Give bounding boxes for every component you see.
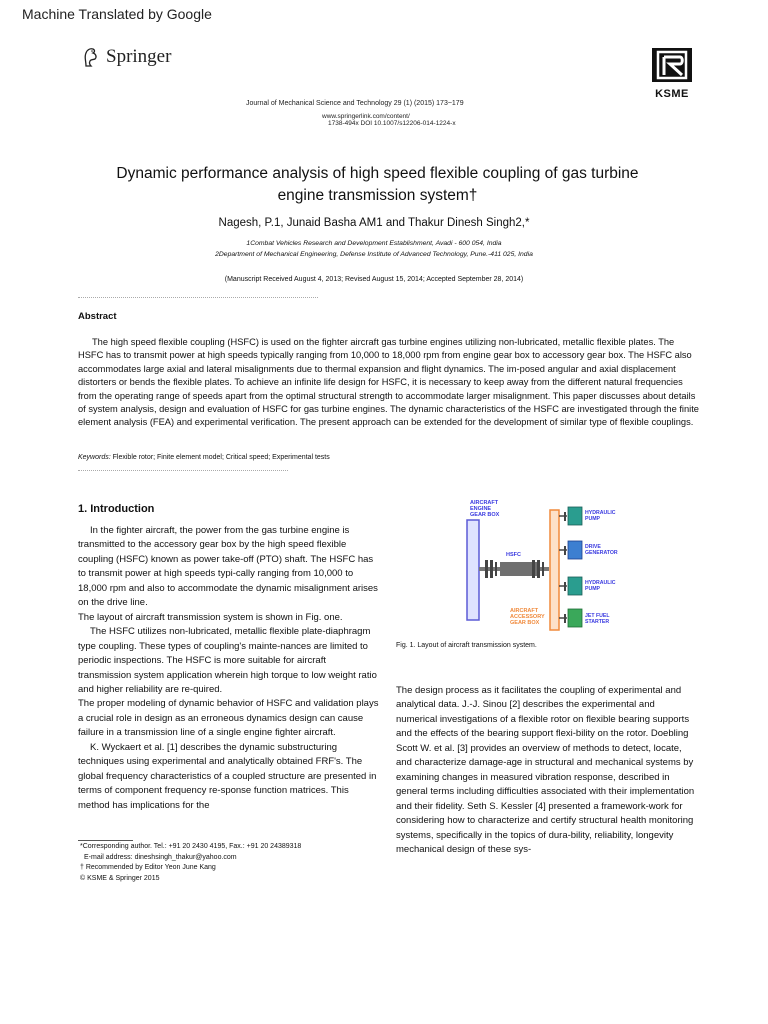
- journal-url: www.springerlink.com/content/: [322, 113, 410, 120]
- keywords-text: Flexible rotor; Finite element model; Critical speed; Experimental tests: [112, 454, 330, 461]
- intro-paragraph-5: K. Wyckaert et al. [1] describes the dynamic substructuring techniques using experimental and analytically obtained FRF's. The global frequency characteristics of a coupled structure are presented in terms of component frequency re-sponse function matrices. This method has implications for the: [78, 741, 377, 811]
- figure-caption: Fig. 1. Layout of aircraft transmission system.: [396, 642, 537, 649]
- ksme-label: KSME: [655, 88, 689, 100]
- component-3-line-2: PUMP: [585, 586, 600, 592]
- ksme-logo: [650, 48, 694, 100]
- divider-top: [78, 297, 318, 298]
- accessory-label-line-2: ACCESSORY: [510, 614, 545, 620]
- springer-logo: [80, 46, 171, 68]
- paper-title: Dynamic performance analysis of high speed flexible coupling of gas turbine engine transmission system†: [116, 165, 639, 204]
- footnote-rule: [78, 840, 133, 841]
- hsfc-label: HSFC: [506, 552, 521, 558]
- accessory-gearbox: [550, 510, 559, 630]
- figure-transmission-layout: [440, 496, 640, 636]
- engine-label-line-2: ENGINE: [470, 506, 492, 512]
- footnote-copyright: © KSME & Springer 2015: [80, 874, 160, 882]
- component-1-line-2: PUMP: [585, 516, 600, 522]
- accessory-label-line-1: AIRCRAFT: [510, 608, 539, 614]
- journal-citation: Journal of Mechanical Science and Technology 29 (1) (2015) 173~179: [246, 100, 464, 107]
- component-4-line-2: STARTER: [585, 619, 610, 625]
- affiliation-2: 2Department of Mechanical Engineering, Defense Institute of Advanced Technology, Pune.-411 025, India: [215, 251, 533, 258]
- manuscript-dates: (Manuscript Received August 4, 2013; Revised August 15, 2014; Accepted September 28, 2014): [224, 276, 524, 283]
- keywords: [78, 454, 330, 461]
- component-hydraulic-pump-2: [559, 577, 616, 595]
- engine-gearbox: [467, 520, 479, 620]
- engine-label-line-3: GEAR BOX: [470, 512, 500, 518]
- engine-gearbox-label: [470, 500, 500, 518]
- abstract-text: The high speed flexible coupling (HSFC) is used on the fighter aircraft gas turbine engines utilizing non-lubricated, metallic flexible plates. The HSFC has to transmit power at high speeds typically ranging from 10,000 to 18,000 rpm from engine gear box to accessory gear box. The HSFC also accommodates large axial and lateral misalignments due to thermal expansion and flight dynamics. The im-posed angular and axial displacement distorters or bends the flexible plates. To achieve an infinite life design for HSFC, it is necessary to keep away from the different natural frequencies from the operating range of speeds apart from the optimal structural strength to accommodate larger misalignment. This paper discusses about details of system analysis, design and evaluation of HSFC for gas turbine engines. The dynamic characteristics of the HSFC are investigated through the finite element analysis (FEA) and experimental verification. The present approach can be extended for the development of similar type of flexible couplings.: [78, 337, 699, 428]
- component-3-line-1: HYDRAULIC: [585, 580, 616, 586]
- engine-label-line-1: AIRCRAFT: [470, 500, 499, 506]
- component-hydraulic-pump-1: [559, 507, 616, 525]
- section-heading-introduction: 1. Introduction: [78, 503, 155, 515]
- accessory-gearbox-label: [510, 608, 545, 626]
- component-1-line-1: HYDRAULIC: [585, 510, 616, 516]
- intro-paragraph-1: In the fighter aircraft, the power from the gas turbine engine is transmitted to the accessory gear box by the high speed flexible coupling (HSFC) known as power take-off (PTO) shaft. The HSFC has to transmit power at high speeds typi-cally ranging from 10,000 to 18,000 rpm and also to accommodate the dynamic misalignment arises on the drive line.: [78, 525, 378, 609]
- authors: Nagesh, P.1, Junaid Basha AM1 and Thakur Dinesh Singh2,*: [218, 217, 530, 229]
- accessory-label-line-3: GEAR BOX: [510, 620, 540, 626]
- footnotes: [80, 842, 301, 884]
- right-column-text: The design process as it facilitates the coupling of experimental and analytical data. J.-J. Sinou [2] describes the experimental and numerical investigations of a flexible rotor on flexible bearing supports and the effects of the bearing support flexi-bility on the rotor. Doebling Scott W. et al. [3] provides an overview of methods to detect, locate, and characterize damage-age in structural and mechanical systems by examining changes in measured vibration response, described in general terms including difficulties associated with their implementation and their fidelity. Seth S. Kessler [4] presented a framework-work for considering how to characterize and certify structural health monitoring systems, specifically in the topics of dura-bility, reliability, longevity mechanical design of these sys-: [396, 685, 695, 855]
- keywords-label: Keywords:: [78, 454, 111, 461]
- footnote-corresponding-author: *Corresponding author. Tel.: +91 20 2430 4195, Fax.: +91 20 24389318: [80, 843, 302, 850]
- doi-line: 1738-494x DOI 10.1007/s12206-014-1224-x: [328, 120, 456, 127]
- divider-keywords: [78, 470, 288, 471]
- component-2-line-2: GENERATOR: [585, 550, 618, 556]
- machine-translated-banner: Machine Translated by Google: [22, 6, 212, 22]
- intro-paragraph-3: The HSFC utilizes non-lubricated, metallic flexible plate-diaphragm type coupling. These types of coupling's mainte-nances are limited to periodic inspections. The HSFC is more suitable for aircraft transmission system application wherein high torque to low weight ratio and higher reliability are re-quired.: [78, 626, 377, 695]
- ksme-emblem-icon: [652, 48, 692, 82]
- introduction-text: [78, 524, 380, 813]
- footnote-editor: † Recommended by Editor Yeon June Kang: [80, 864, 216, 871]
- hsfc-shaft: [479, 560, 549, 578]
- affiliation-1: 1Combat Vehicles Research and Development Establishment, Avadi - 600 054, India: [246, 240, 502, 247]
- intro-paragraph-4: The proper modeling of dynamic behavior of HSFC and validation plays a crucial role in design as an erroneous dynamics design can cause failure in a transmission line of a single engine fighter aircraft.: [78, 698, 379, 739]
- abstract-heading: Abstract: [78, 311, 117, 322]
- component-jet-fuel-starter: [559, 609, 610, 627]
- springer-horse-icon: [80, 46, 100, 68]
- springer-wordmark: Springer: [106, 46, 172, 67]
- intro-paragraph-2: The layout of aircraft transmission system is shown in Fig. one.: [78, 611, 343, 623]
- footnote-email: E-mail address: dineshsingh_thakur@yahoo.com: [84, 853, 237, 861]
- component-4-line-1: JET FUEL: [585, 613, 610, 619]
- component-drive-generator: [559, 541, 618, 559]
- component-2-line-1: DRIVE: [585, 544, 601, 550]
